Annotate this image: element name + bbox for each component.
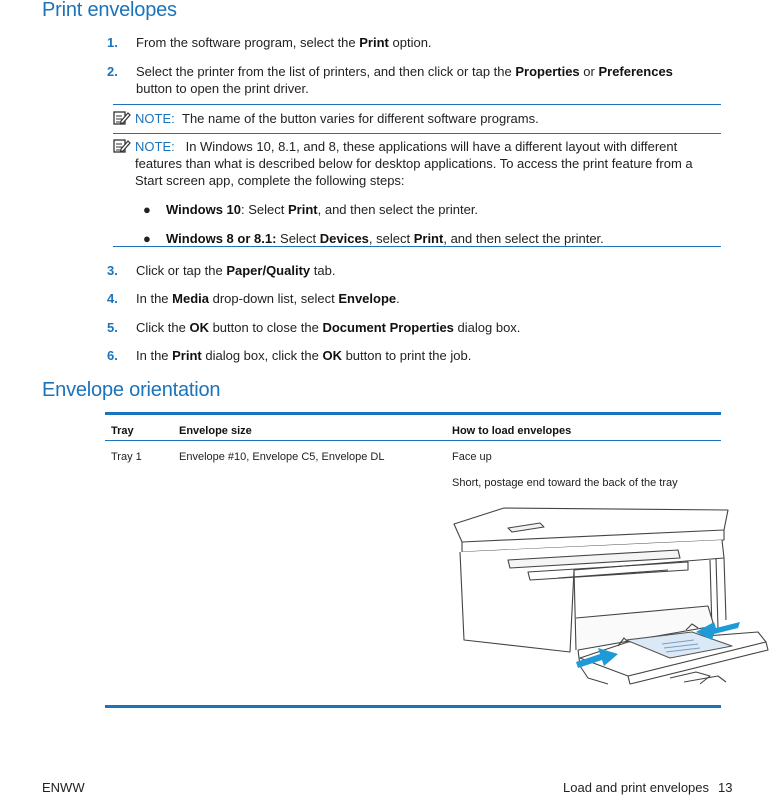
table-header-rule xyxy=(105,440,721,441)
bullet-keyword: Windows 10 xyxy=(166,202,242,217)
table-cell-tray: Tray 1 xyxy=(111,451,142,463)
step-number: 4. xyxy=(107,291,118,306)
section-heading-print-envelopes: Print envelopes xyxy=(42,0,177,21)
table-bottom-rule xyxy=(105,705,721,708)
note-text: In Windows 10, 8.1, and 8, these applications will have a different layout with different features than what is described below for desktop applications. To access the print feature from a Start screen app, complete the following steps: xyxy=(135,139,693,188)
step-keyword: Print xyxy=(359,35,389,50)
footer-left: ENWW xyxy=(42,780,85,795)
step-number: 6. xyxy=(107,348,118,363)
bullet-marker: ● xyxy=(143,202,151,217)
step-number: 3. xyxy=(107,263,118,278)
step-keyword: OK xyxy=(322,348,342,363)
table-header-envelope-size: Envelope size xyxy=(179,425,252,437)
step-text: tab. xyxy=(310,263,336,278)
step-keyword: Envelope xyxy=(338,291,397,306)
bullet-keyword: Windows 8 or 8.1: xyxy=(166,231,277,246)
step-keyword: Properties xyxy=(515,64,580,79)
step-number: 2. xyxy=(107,64,118,79)
note-label: NOTE: xyxy=(135,111,175,126)
bullet-keyword: Devices xyxy=(319,231,369,246)
step-text: dialog box. xyxy=(453,320,521,335)
step-keyword: Media xyxy=(172,291,209,306)
printer-envelope-illustration xyxy=(448,500,770,698)
bullet-text: : Select xyxy=(241,202,288,217)
step-text: From the software program, select the xyxy=(136,35,360,50)
bullet-keyword: Print xyxy=(287,202,318,217)
step-text: In the xyxy=(136,291,173,306)
step-keyword: Document Properties xyxy=(322,320,454,335)
bullet-text: Select xyxy=(276,231,320,246)
table-top-rule xyxy=(105,412,721,415)
bullet-text: , and then select the printer. xyxy=(317,202,479,217)
note-label: NOTE: xyxy=(135,139,175,154)
note-rule xyxy=(113,133,721,134)
step-number: 5. xyxy=(107,320,118,335)
note-rule xyxy=(113,246,721,247)
footer-section-title: Load and print envelopes xyxy=(563,780,710,795)
section-heading-envelope-orientation: Envelope orientation xyxy=(42,379,221,401)
table-cell-envelope-size: Envelope #10, Envelope C5, Envelope DL xyxy=(179,451,385,463)
table-header-how-to-load: How to load envelopes xyxy=(452,425,572,437)
note-text: The name of the button varies for different software programs. xyxy=(182,111,539,126)
step-text: button to print the job. xyxy=(341,348,472,363)
bullet-keyword: Print xyxy=(413,231,444,246)
step-keyword: Print xyxy=(172,348,202,363)
step-text: drop-down list, select xyxy=(208,291,339,306)
step-text: button to open the print driver. xyxy=(136,81,309,96)
note-icon xyxy=(113,138,131,154)
note-icon xyxy=(113,110,131,126)
table-cell-load-direction: Short, postage end toward the back of the tray xyxy=(452,477,678,489)
step-text: dialog box, click the xyxy=(201,348,323,363)
bullet-marker: ● xyxy=(143,231,151,246)
step-keyword: Preferences xyxy=(598,64,673,79)
step-text: In the xyxy=(136,348,173,363)
step-text: Select the printer from the list of printers, and then click or tap the xyxy=(136,64,516,79)
page-number: 13 xyxy=(718,780,733,795)
note-rule xyxy=(113,104,721,105)
step-text: Click or tap the xyxy=(136,263,227,278)
table-header-tray: Tray xyxy=(111,425,134,437)
bullet-text: , and then select the printer. xyxy=(443,231,604,246)
step-text: Click the xyxy=(136,320,190,335)
step-keyword: Paper/Quality xyxy=(226,263,311,278)
bullet-text: , select xyxy=(368,231,414,246)
step-text: option. xyxy=(388,35,432,50)
step-text: or xyxy=(579,64,599,79)
table-cell-load-orientation: Face up xyxy=(452,451,492,463)
step-number: 1. xyxy=(107,35,118,50)
step-text: . xyxy=(396,291,400,306)
step-text: button to close the xyxy=(208,320,323,335)
step-keyword: OK xyxy=(189,320,209,335)
